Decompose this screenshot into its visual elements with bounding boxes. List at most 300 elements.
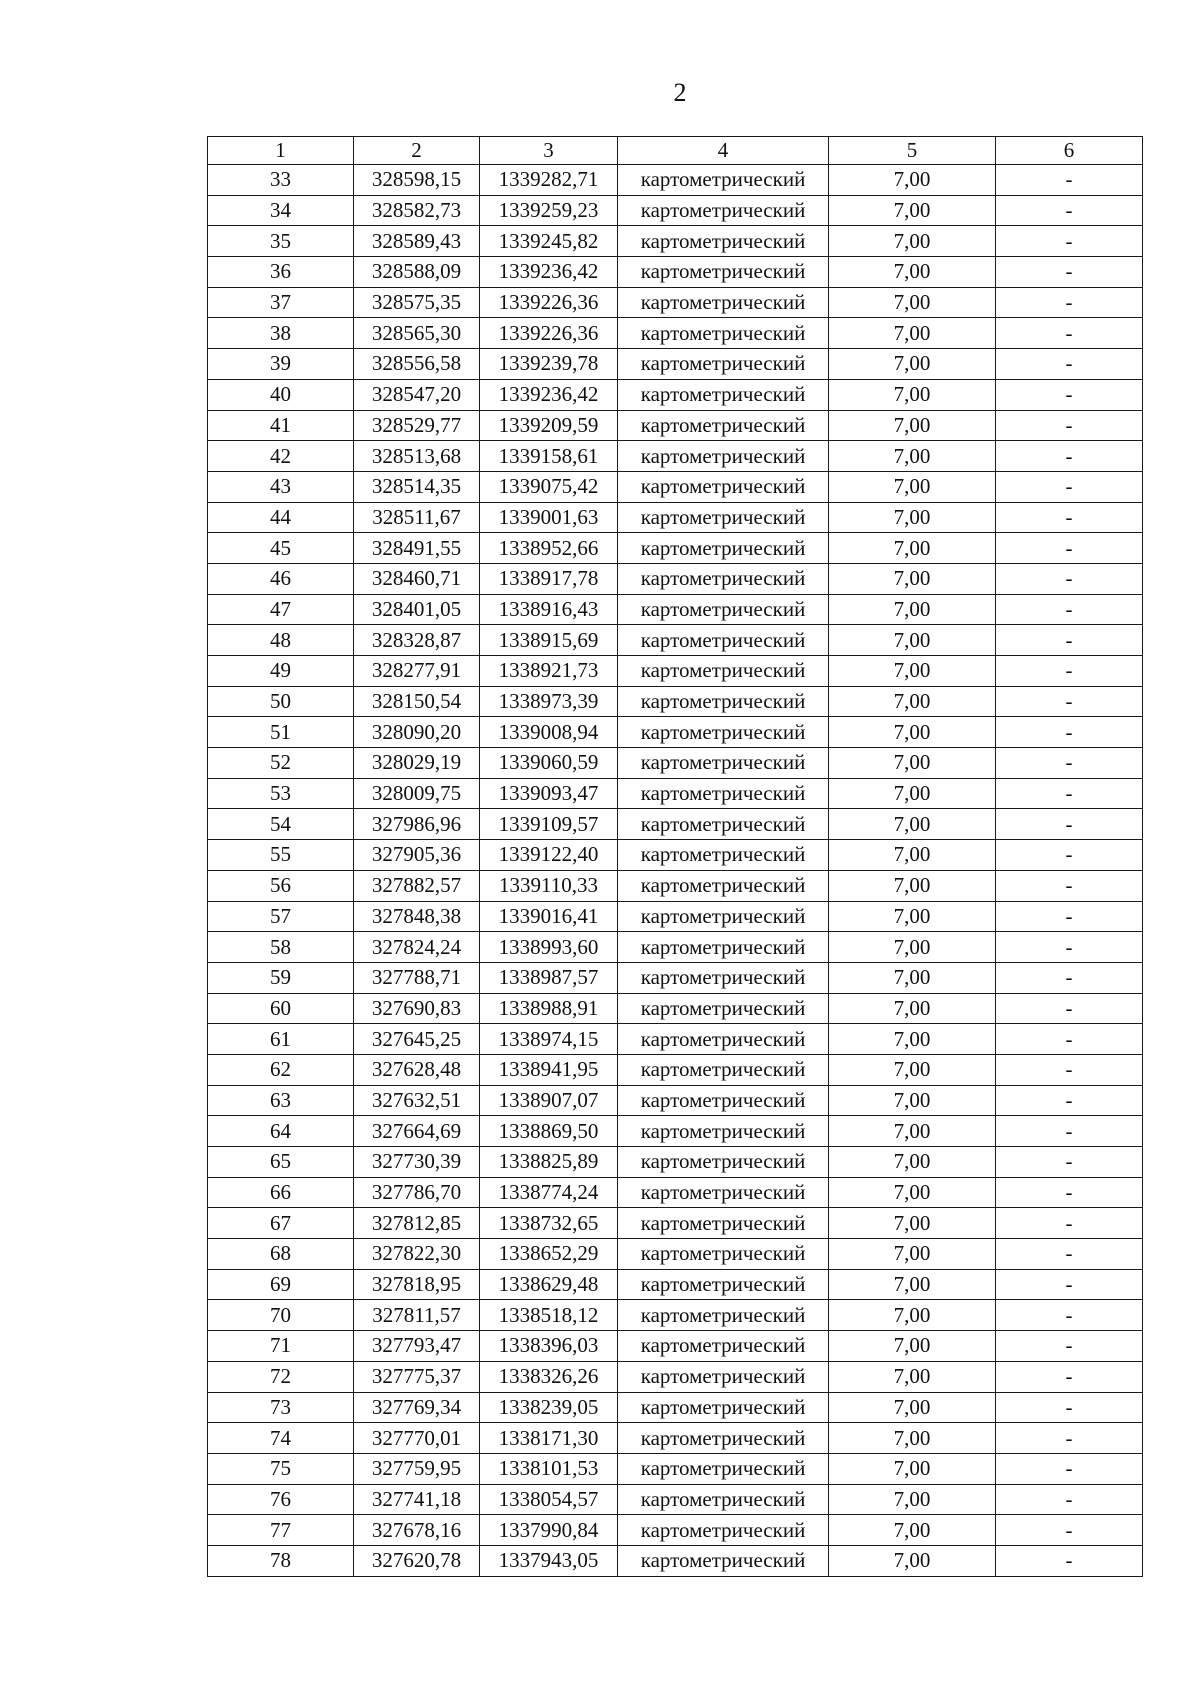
point-number-cell: 73 <box>208 1392 354 1423</box>
point-number-cell: 44 <box>208 502 354 533</box>
table-row <box>208 1208 1143 1239</box>
accuracy-cell: 7,00 <box>829 1239 996 1270</box>
method-cell: картометрический <box>618 717 829 748</box>
table-row <box>208 778 1143 809</box>
point-number-cell: 78 <box>208 1545 354 1576</box>
table-row <box>208 1331 1143 1362</box>
method-cell: картометрический <box>618 195 829 226</box>
accuracy-cell: 7,00 <box>829 1453 996 1484</box>
note-cell: - <box>996 379 1143 410</box>
accuracy-cell: 7,00 <box>829 962 996 993</box>
method-cell: картометрический <box>618 441 829 472</box>
accuracy-cell: 7,00 <box>829 1361 996 1392</box>
y-coordinate-cell: 1339282,71 <box>480 165 618 196</box>
note-cell: - <box>996 287 1143 318</box>
note-cell: - <box>996 840 1143 871</box>
table-row <box>208 840 1143 871</box>
table-row <box>208 625 1143 656</box>
note-cell: - <box>996 257 1143 288</box>
y-coordinate-cell: 1338629,48 <box>480 1269 618 1300</box>
note-cell: - <box>996 809 1143 840</box>
note-cell: - <box>996 1545 1143 1576</box>
y-coordinate-cell: 1339209,59 <box>480 410 618 441</box>
table-row <box>208 809 1143 840</box>
accuracy-cell: 7,00 <box>829 1545 996 1576</box>
x-coordinate-cell: 327811,57 <box>354 1300 480 1331</box>
x-coordinate-cell: 328328,87 <box>354 625 480 656</box>
table-row <box>208 656 1143 687</box>
method-cell: картометрический <box>618 1453 829 1484</box>
note-cell: - <box>996 1177 1143 1208</box>
table-row <box>208 379 1143 410</box>
point-number-cell: 34 <box>208 195 354 226</box>
point-number-cell: 48 <box>208 625 354 656</box>
point-number-cell: 60 <box>208 993 354 1024</box>
x-coordinate-cell: 327632,51 <box>354 1085 480 1116</box>
x-coordinate-cell: 328598,15 <box>354 165 480 196</box>
table-row <box>208 441 1143 472</box>
y-coordinate-cell: 1338921,73 <box>480 656 618 687</box>
x-coordinate-cell: 327645,25 <box>354 1024 480 1055</box>
x-coordinate-cell: 327741,18 <box>354 1484 480 1515</box>
note-cell: - <box>996 1208 1143 1239</box>
method-cell: картометрический <box>618 1054 829 1085</box>
x-coordinate-cell: 327882,57 <box>354 870 480 901</box>
point-number-cell: 69 <box>208 1269 354 1300</box>
column-header-5: 5 <box>829 137 996 165</box>
y-coordinate-cell: 1339110,33 <box>480 870 618 901</box>
method-cell: картометрический <box>618 748 829 779</box>
note-cell: - <box>996 993 1143 1024</box>
x-coordinate-cell: 328401,05 <box>354 594 480 625</box>
method-cell: картометрический <box>618 1392 829 1423</box>
table-row <box>208 410 1143 441</box>
method-cell: картометрический <box>618 1024 829 1055</box>
method-cell: картометрический <box>618 901 829 932</box>
x-coordinate-cell: 327818,95 <box>354 1269 480 1300</box>
point-number-cell: 50 <box>208 686 354 717</box>
point-number-cell: 53 <box>208 778 354 809</box>
accuracy-cell: 7,00 <box>829 993 996 1024</box>
note-cell: - <box>996 165 1143 196</box>
point-number-cell: 64 <box>208 1116 354 1147</box>
header-row <box>208 137 1143 165</box>
note-cell: - <box>996 502 1143 533</box>
column-header-4: 4 <box>618 137 829 165</box>
x-coordinate-cell: 327690,83 <box>354 993 480 1024</box>
accuracy-cell: 7,00 <box>829 287 996 318</box>
method-cell: картометрический <box>618 257 829 288</box>
y-coordinate-cell: 1338171,30 <box>480 1423 618 1454</box>
accuracy-cell: 7,00 <box>829 379 996 410</box>
y-coordinate-cell: 1338917,78 <box>480 563 618 594</box>
y-coordinate-cell: 1339259,23 <box>480 195 618 226</box>
table-row <box>208 1423 1143 1454</box>
accuracy-cell: 7,00 <box>829 1208 996 1239</box>
method-cell: картометрический <box>618 1147 829 1178</box>
accuracy-cell: 7,00 <box>829 870 996 901</box>
note-cell: - <box>996 226 1143 257</box>
accuracy-cell: 7,00 <box>829 1177 996 1208</box>
note-cell: - <box>996 441 1143 472</box>
accuracy-cell: 7,00 <box>829 1484 996 1515</box>
table-row <box>208 1515 1143 1546</box>
note-cell: - <box>996 870 1143 901</box>
x-coordinate-cell: 327620,78 <box>354 1545 480 1576</box>
x-coordinate-cell: 328556,58 <box>354 349 480 380</box>
y-coordinate-cell: 1338239,05 <box>480 1392 618 1423</box>
point-number-cell: 33 <box>208 165 354 196</box>
note-cell: - <box>996 563 1143 594</box>
point-number-cell: 47 <box>208 594 354 625</box>
method-cell: картометрический <box>618 656 829 687</box>
x-coordinate-cell: 328547,20 <box>354 379 480 410</box>
point-number-cell: 37 <box>208 287 354 318</box>
accuracy-cell: 7,00 <box>829 1147 996 1178</box>
y-coordinate-cell: 1339226,36 <box>480 287 618 318</box>
point-number-cell: 75 <box>208 1453 354 1484</box>
accuracy-cell: 7,00 <box>829 686 996 717</box>
x-coordinate-cell: 327786,70 <box>354 1177 480 1208</box>
point-number-cell: 61 <box>208 1024 354 1055</box>
x-coordinate-cell: 327775,37 <box>354 1361 480 1392</box>
x-coordinate-cell: 327848,38 <box>354 901 480 932</box>
point-number-cell: 41 <box>208 410 354 441</box>
note-cell: - <box>996 1269 1143 1300</box>
x-coordinate-cell: 327812,85 <box>354 1208 480 1239</box>
point-number-cell: 39 <box>208 349 354 380</box>
method-cell: картометрический <box>618 1208 829 1239</box>
point-number-cell: 71 <box>208 1331 354 1362</box>
point-number-cell: 59 <box>208 962 354 993</box>
method-cell: картометрический <box>618 471 829 502</box>
note-cell: - <box>996 748 1143 779</box>
y-coordinate-cell: 1338952,66 <box>480 533 618 564</box>
method-cell: картометрический <box>618 1423 829 1454</box>
accuracy-cell: 7,00 <box>829 1423 996 1454</box>
method-cell: картометрический <box>618 1085 829 1116</box>
method-cell: картометрический <box>618 809 829 840</box>
method-cell: картометрический <box>618 1484 829 1515</box>
method-cell: картометрический <box>618 625 829 656</box>
method-cell: картометрический <box>618 1116 829 1147</box>
method-cell: картометрический <box>618 226 829 257</box>
accuracy-cell: 7,00 <box>829 226 996 257</box>
x-coordinate-cell: 327905,36 <box>354 840 480 871</box>
accuracy-cell: 7,00 <box>829 1300 996 1331</box>
y-coordinate-cell: 1338825,89 <box>480 1147 618 1178</box>
note-cell: - <box>996 1085 1143 1116</box>
y-coordinate-cell: 1339122,40 <box>480 840 618 871</box>
y-coordinate-cell: 1338987,57 <box>480 962 618 993</box>
point-number-cell: 63 <box>208 1085 354 1116</box>
y-coordinate-cell: 1338907,07 <box>480 1085 618 1116</box>
note-cell: - <box>996 1300 1143 1331</box>
note-cell: - <box>996 533 1143 564</box>
method-cell: картометрический <box>618 287 829 318</box>
point-number-cell: 43 <box>208 471 354 502</box>
note-cell: - <box>996 625 1143 656</box>
note-cell: - <box>996 932 1143 963</box>
x-coordinate-cell: 327788,71 <box>354 962 480 993</box>
note-cell: - <box>996 1453 1143 1484</box>
x-coordinate-cell: 328511,67 <box>354 502 480 533</box>
table-row <box>208 993 1143 1024</box>
column-header-3: 3 <box>480 137 618 165</box>
page-number: 2 <box>673 78 687 107</box>
accuracy-cell: 7,00 <box>829 257 996 288</box>
point-number-cell: 42 <box>208 441 354 472</box>
method-cell: картометрический <box>618 594 829 625</box>
note-cell: - <box>996 349 1143 380</box>
accuracy-cell: 7,00 <box>829 1116 996 1147</box>
method-cell: картометрический <box>618 563 829 594</box>
column-header-1: 1 <box>208 137 354 165</box>
table-row <box>208 1545 1143 1576</box>
y-coordinate-cell: 1338652,29 <box>480 1239 618 1270</box>
point-number-cell: 38 <box>208 318 354 349</box>
point-number-cell: 65 <box>208 1147 354 1178</box>
method-cell: картометрический <box>618 778 829 809</box>
x-coordinate-cell: 327822,30 <box>354 1239 480 1270</box>
accuracy-cell: 7,00 <box>829 1085 996 1116</box>
table-row <box>208 1392 1143 1423</box>
point-number-cell: 52 <box>208 748 354 779</box>
table-row <box>208 1269 1143 1300</box>
note-cell: - <box>996 410 1143 441</box>
point-number-cell: 55 <box>208 840 354 871</box>
accuracy-cell: 7,00 <box>829 778 996 809</box>
method-cell: картометрический <box>618 1515 829 1546</box>
table-row <box>208 717 1143 748</box>
point-number-cell: 35 <box>208 226 354 257</box>
accuracy-cell: 7,00 <box>829 195 996 226</box>
x-coordinate-cell: 328588,09 <box>354 257 480 288</box>
point-number-cell: 67 <box>208 1208 354 1239</box>
note-cell: - <box>996 778 1143 809</box>
method-cell: картометрический <box>618 1331 829 1362</box>
table-row <box>208 1177 1143 1208</box>
y-coordinate-cell: 1338054,57 <box>480 1484 618 1515</box>
note-cell: - <box>996 1024 1143 1055</box>
note-cell: - <box>996 318 1143 349</box>
method-cell: картометрический <box>618 840 829 871</box>
table-row <box>208 1116 1143 1147</box>
method-cell: картометрический <box>618 870 829 901</box>
accuracy-cell: 7,00 <box>829 165 996 196</box>
x-coordinate-cell: 328090,20 <box>354 717 480 748</box>
method-cell: картометрический <box>618 410 829 441</box>
method-cell: картометрический <box>618 993 829 1024</box>
note-cell: - <box>996 717 1143 748</box>
table-row <box>208 563 1143 594</box>
accuracy-cell: 7,00 <box>829 625 996 656</box>
point-number-cell: 40 <box>208 379 354 410</box>
x-coordinate-cell: 327678,16 <box>354 1515 480 1546</box>
accuracy-cell: 7,00 <box>829 1331 996 1362</box>
accuracy-cell: 7,00 <box>829 809 996 840</box>
table-body <box>208 165 1143 1577</box>
y-coordinate-cell: 1338988,91 <box>480 993 618 1024</box>
note-cell: - <box>996 656 1143 687</box>
note-cell: - <box>996 1239 1143 1270</box>
y-coordinate-cell: 1339001,63 <box>480 502 618 533</box>
accuracy-cell: 7,00 <box>829 563 996 594</box>
note-cell: - <box>996 1147 1143 1178</box>
table-row <box>208 962 1143 993</box>
point-number-cell: 45 <box>208 533 354 564</box>
table-row <box>208 1484 1143 1515</box>
y-coordinate-cell: 1339239,78 <box>480 349 618 380</box>
table-row <box>208 1024 1143 1055</box>
point-number-cell: 74 <box>208 1423 354 1454</box>
accuracy-cell: 7,00 <box>829 1054 996 1085</box>
method-cell: картометрический <box>618 962 829 993</box>
note-cell: - <box>996 1392 1143 1423</box>
y-coordinate-cell: 1338101,53 <box>480 1453 618 1484</box>
y-coordinate-cell: 1339060,59 <box>480 748 618 779</box>
note-cell: - <box>996 1331 1143 1362</box>
accuracy-cell: 7,00 <box>829 594 996 625</box>
accuracy-cell: 7,00 <box>829 1269 996 1300</box>
point-number-cell: 46 <box>208 563 354 594</box>
x-coordinate-cell: 327628,48 <box>354 1054 480 1085</box>
y-coordinate-cell: 1338941,95 <box>480 1054 618 1085</box>
table-row <box>208 686 1143 717</box>
note-cell: - <box>996 1515 1143 1546</box>
point-number-cell: 58 <box>208 932 354 963</box>
note-cell: - <box>996 594 1143 625</box>
method-cell: картометрический <box>618 379 829 410</box>
table-row <box>208 594 1143 625</box>
x-coordinate-cell: 328513,68 <box>354 441 480 472</box>
x-coordinate-cell: 328589,43 <box>354 226 480 257</box>
y-coordinate-cell: 1339075,42 <box>480 471 618 502</box>
method-cell: картометрический <box>618 165 829 196</box>
accuracy-cell: 7,00 <box>829 410 996 441</box>
table-row <box>208 1239 1143 1270</box>
method-cell: картометрический <box>618 1177 829 1208</box>
column-header-6: 6 <box>996 137 1143 165</box>
point-number-cell: 66 <box>208 1177 354 1208</box>
point-number-cell: 57 <box>208 901 354 932</box>
y-coordinate-cell: 1339226,36 <box>480 318 618 349</box>
accuracy-cell: 7,00 <box>829 1024 996 1055</box>
note-cell: - <box>996 901 1143 932</box>
note-cell: - <box>996 1054 1143 1085</box>
y-coordinate-cell: 1339245,82 <box>480 226 618 257</box>
x-coordinate-cell: 328514,35 <box>354 471 480 502</box>
table-row <box>208 1300 1143 1331</box>
table-row <box>208 287 1143 318</box>
point-number-cell: 36 <box>208 257 354 288</box>
y-coordinate-cell: 1338869,50 <box>480 1116 618 1147</box>
x-coordinate-cell: 328582,73 <box>354 195 480 226</box>
x-coordinate-cell: 328029,19 <box>354 748 480 779</box>
x-coordinate-cell: 327664,69 <box>354 1116 480 1147</box>
accuracy-cell: 7,00 <box>829 1515 996 1546</box>
accuracy-cell: 7,00 <box>829 471 996 502</box>
y-coordinate-cell: 1339236,42 <box>480 257 618 288</box>
method-cell: картометрический <box>618 1239 829 1270</box>
note-cell: - <box>996 686 1143 717</box>
accuracy-cell: 7,00 <box>829 441 996 472</box>
y-coordinate-cell: 1338774,24 <box>480 1177 618 1208</box>
table-row <box>208 165 1143 196</box>
x-coordinate-cell: 328491,55 <box>354 533 480 564</box>
x-coordinate-cell: 328009,75 <box>354 778 480 809</box>
table-row <box>208 1361 1143 1392</box>
y-coordinate-cell: 1338974,15 <box>480 1024 618 1055</box>
x-coordinate-cell: 327759,95 <box>354 1453 480 1484</box>
table-row <box>208 748 1143 779</box>
x-coordinate-cell: 328460,71 <box>354 563 480 594</box>
method-cell: картометрический <box>618 686 829 717</box>
table-row <box>208 533 1143 564</box>
point-number-cell: 54 <box>208 809 354 840</box>
note-cell: - <box>996 962 1143 993</box>
method-cell: картометрический <box>618 932 829 963</box>
accuracy-cell: 7,00 <box>829 840 996 871</box>
y-coordinate-cell: 1339109,57 <box>480 809 618 840</box>
table-row <box>208 257 1143 288</box>
point-number-cell: 68 <box>208 1239 354 1270</box>
table-row <box>208 870 1143 901</box>
y-coordinate-cell: 1339008,94 <box>480 717 618 748</box>
accuracy-cell: 7,00 <box>829 901 996 932</box>
table-row <box>208 349 1143 380</box>
coordinates-table <box>207 136 1143 1577</box>
accuracy-cell: 7,00 <box>829 533 996 564</box>
y-coordinate-cell: 1339158,61 <box>480 441 618 472</box>
table-row <box>208 932 1143 963</box>
y-coordinate-cell: 1338732,65 <box>480 1208 618 1239</box>
x-coordinate-cell: 327824,24 <box>354 932 480 963</box>
y-coordinate-cell: 1338915,69 <box>480 625 618 656</box>
y-coordinate-cell: 1338993,60 <box>480 932 618 963</box>
x-coordinate-cell: 327986,96 <box>354 809 480 840</box>
table-row <box>208 1453 1143 1484</box>
table-row <box>208 471 1143 502</box>
point-number-cell: 62 <box>208 1054 354 1085</box>
accuracy-cell: 7,00 <box>829 349 996 380</box>
accuracy-cell: 7,00 <box>829 1392 996 1423</box>
note-cell: - <box>996 195 1143 226</box>
table-row <box>208 502 1143 533</box>
note-cell: - <box>996 1484 1143 1515</box>
y-coordinate-cell: 1338518,12 <box>480 1300 618 1331</box>
note-cell: - <box>996 1116 1143 1147</box>
accuracy-cell: 7,00 <box>829 748 996 779</box>
y-coordinate-cell: 1339093,47 <box>480 778 618 809</box>
table-row <box>208 1054 1143 1085</box>
x-coordinate-cell: 327769,34 <box>354 1392 480 1423</box>
x-coordinate-cell: 328150,54 <box>354 686 480 717</box>
point-number-cell: 51 <box>208 717 354 748</box>
method-cell: картометрический <box>618 318 829 349</box>
point-number-cell: 56 <box>208 870 354 901</box>
table-row <box>208 195 1143 226</box>
table-row <box>208 1085 1143 1116</box>
x-coordinate-cell: 328529,77 <box>354 410 480 441</box>
table-header <box>208 137 1143 165</box>
x-coordinate-cell: 328277,91 <box>354 656 480 687</box>
point-number-cell: 77 <box>208 1515 354 1546</box>
note-cell: - <box>996 471 1143 502</box>
y-coordinate-cell: 1337990,84 <box>480 1515 618 1546</box>
point-number-cell: 72 <box>208 1361 354 1392</box>
method-cell: картометрический <box>618 1361 829 1392</box>
